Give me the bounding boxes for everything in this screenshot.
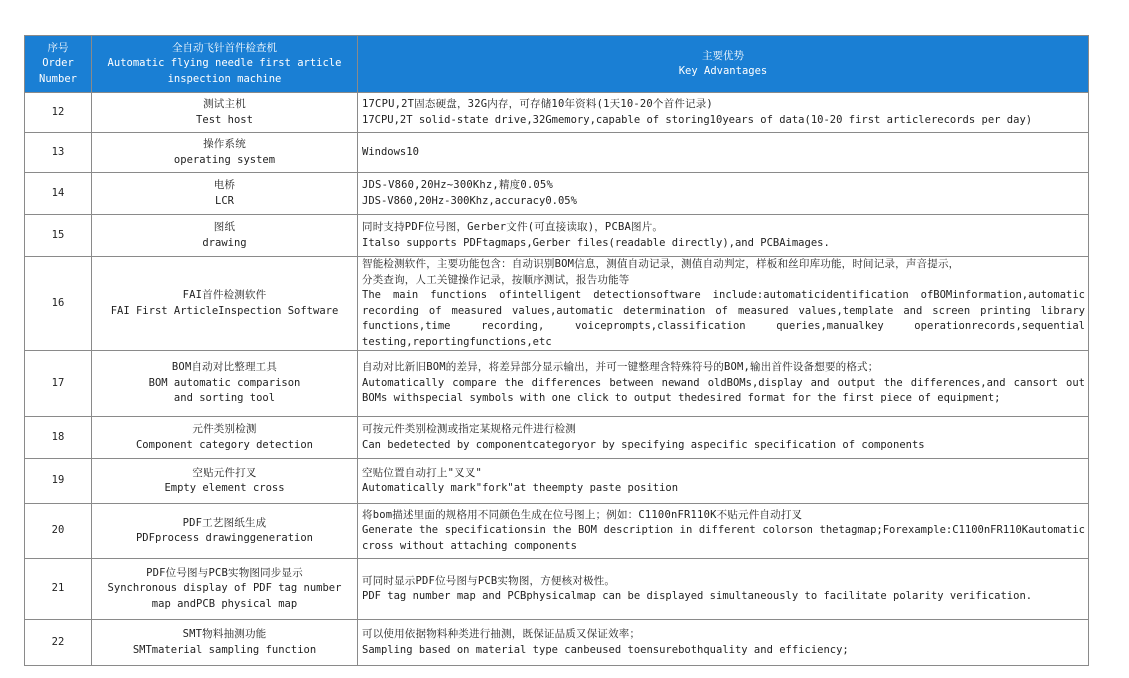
- row-name: [92, 559, 358, 620]
- row-advantage-en: Automatically mark"fork"at theempty paste position: [362, 482, 679, 494]
- row-name: [92, 257, 358, 351]
- row-name-zh: BOM自动对比整理工具: [171, 361, 278, 374]
- header-advantages-en: Key Advantages: [678, 65, 768, 77]
- table-row: [25, 257, 1089, 351]
- row-advantage-en: Automatically compare the differences between newand oldBOMs,display and output the differences,and cansort out BOMs withspecial symbols with one click to output thedesired format for the first piece of equipment;: [362, 376, 1085, 405]
- row-name-zh: PDF工艺图纸生成: [182, 516, 267, 529]
- header-order-number: [25, 36, 92, 93]
- row-number: 18: [25, 417, 92, 459]
- row-name-zh: PDF位号图与PCB实物图同步显示: [146, 566, 303, 579]
- row-advantage: [358, 459, 1089, 504]
- row-advantage: [358, 417, 1089, 459]
- row-advantage-en: JDS-V860,20Hz-300Khz,accuracy0.05%: [362, 194, 577, 207]
- row-name-en: Empty element cross: [164, 482, 285, 494]
- header-key-advantages: [358, 36, 1089, 93]
- row-number: 20: [25, 504, 92, 559]
- row-name-zh: 测试主机: [203, 98, 246, 110]
- key-advantages-table: [24, 35, 1089, 666]
- row-name-en-1: Synchronous display of PDF tag number: [107, 582, 342, 595]
- row-advantage-zh: 将bom描述里面的规格用不同颜色生成在位号图上；例如：C1100nFR110K不贴元件自动打叉: [362, 508, 803, 521]
- table-row: [25, 417, 1089, 459]
- row-name: [92, 351, 358, 417]
- row-name-en: Test host: [196, 113, 253, 126]
- table-row: [25, 459, 1089, 504]
- row-advantage: [358, 351, 1089, 417]
- table-row: [25, 504, 1089, 559]
- row-advantage-zh: 自动对比新旧BOM的差异，将差异部分显示输出，并可一键整理含特殊符号的BOM,输出首件设备想要的格式；: [362, 361, 879, 374]
- row-name-zh: 操作系统: [203, 138, 246, 150]
- row-name: [92, 459, 358, 504]
- header-advantages-zh: 主要优势: [702, 49, 744, 62]
- row-name: [92, 620, 358, 666]
- row-number: 19: [25, 459, 92, 504]
- row-name: [92, 173, 358, 215]
- row-name-en-2: map andPCB physical map: [151, 597, 298, 610]
- header-order-zh: 序号: [47, 41, 69, 54]
- header-order-en2: Number: [39, 72, 77, 85]
- row-advantage: [358, 257, 1089, 351]
- row-advantage-en: Sampling based on material type canbeused toensurebothquality and efficiency;: [362, 643, 849, 656]
- row-name-en: operating system: [173, 153, 276, 166]
- row-name-zh: 空贴元件打叉: [192, 466, 257, 479]
- row-advantage-en: Generate the specificationsin the BOM description in different colorson thetagmap;Forexample:C1100nFR110Kautomatic cross without attaching components: [362, 524, 1085, 552]
- row-advantage-zh-2: 分类查询，人工关键操作记录，按顺序测试，报告功能等: [362, 273, 630, 286]
- row-name-en: SMTmaterial sampling function: [132, 643, 317, 656]
- row-advantage-zh: 可同时显示PDF位号图与PCB实物图，方便核对极性。: [362, 574, 616, 587]
- row-advantage-en: Windows10: [362, 145, 419, 158]
- row-advantage-zh: 可按元件类别检测或指定某规格元件进行检测: [362, 423, 576, 435]
- row-advantage: [358, 173, 1089, 215]
- header-order-en1: Order: [42, 57, 74, 70]
- row-number: 12: [25, 93, 92, 133]
- table-row: [25, 620, 1089, 666]
- row-advantage-en: Italso supports PDFtagmaps,Gerber files(readable directly),and PCBAimages.: [362, 236, 830, 249]
- row-number: 15: [25, 215, 92, 257]
- row-advantage-zh: JDS-V860,20Hz~300Khz,精度0.05%: [362, 179, 553, 191]
- row-number: 17: [25, 351, 92, 417]
- row-name-en: LCR: [215, 194, 234, 207]
- row-name-en: drawing: [202, 236, 247, 249]
- header-machine-en2: inspection machine: [167, 72, 282, 85]
- table-row: [25, 93, 1089, 133]
- row-advantage-en: The main functions ofintelligent detectionsoftware include:automaticidentification ofBOMinformation,automatic recording of measured values,automatic determination of measured values,template and screen printing library functions,time recording, voiceprompts,classification queries,manualkey operationrecords,sequential testing,reportingfunctions,etc: [362, 289, 1085, 348]
- row-number: 16: [25, 257, 92, 351]
- row-advantage: [358, 620, 1089, 666]
- row-advantage-zh: 可以使用依据物料种类进行抽测，既保证品质又保证效率；: [362, 628, 641, 640]
- row-name: [92, 504, 358, 559]
- row-name: [92, 215, 358, 257]
- row-name-en: FAI First ArticleInspection Software: [110, 304, 339, 317]
- row-name-en-1: BOM automatic comparison: [148, 376, 301, 389]
- table-row: [25, 173, 1089, 215]
- row-name-en: Component category detection: [135, 438, 313, 451]
- row-name-zh: 电桥: [213, 179, 236, 191]
- spec-sheet: [24, 35, 1088, 666]
- row-name-zh: SMT物料抽测功能: [182, 628, 267, 640]
- row-name-en: PDFprocess drawinggeneration: [135, 532, 313, 544]
- header-machine: [92, 36, 358, 93]
- table-row: [25, 215, 1089, 257]
- row-name-zh: 元件类别检测: [192, 423, 257, 435]
- row-number: 14: [25, 173, 92, 215]
- row-name-en-2: and sorting tool: [173, 392, 276, 405]
- row-advantage-zh-1: 智能检测软件，主要功能包含：自动识别BOM信息，测值自动记录，测值自动判定，样板和丝印库功能，时间记录，声音提示，: [362, 258, 960, 270]
- row-advantage-en: 17CPU,2T solid-state drive,32Gmemory,capable of storing10years of data(10-20 first articlerecords per day): [362, 113, 1033, 126]
- row-name-zh: FAI首件检测软件: [182, 289, 267, 301]
- row-advantage-en: PDF tag number map and PCBphysicalmap can be displayed simultaneously to facilitate polarity verification.: [362, 590, 1033, 602]
- table-row: [25, 133, 1089, 173]
- row-advantage: [358, 133, 1089, 173]
- row-advantage: [358, 504, 1089, 559]
- table-row: [25, 351, 1089, 417]
- row-advantage-en: Can bedetected by componentcategoryor by specifying aspecific specification of components: [362, 438, 925, 451]
- row-advantage: [358, 93, 1089, 133]
- row-name: [92, 417, 358, 459]
- row-name: [92, 133, 358, 173]
- header-machine-zh: 全自动飞针首件检查机: [172, 41, 277, 54]
- header-machine-en1: Automatic flying needle first article: [107, 57, 342, 70]
- row-advantage: [358, 559, 1089, 620]
- row-number: 13: [25, 133, 92, 173]
- row-name: [92, 93, 358, 133]
- row-number: 21: [25, 559, 92, 620]
- table-header-row: [25, 36, 1089, 93]
- row-advantage: [358, 215, 1089, 257]
- table-row: [25, 559, 1089, 620]
- row-advantage-zh: 同时支持PDF位号图，Gerber文件(可直接读取)，PCBA图片。: [362, 221, 664, 233]
- row-number: 22: [25, 620, 92, 666]
- row-advantage-zh: 空贴位置自动打上"叉叉": [362, 466, 483, 479]
- row-advantage-zh: 17CPU,2T固态硬盘，32G内存，可存储10年资料(1天10-20个首件记录): [362, 98, 713, 110]
- row-name-zh: 图纸: [213, 221, 236, 233]
